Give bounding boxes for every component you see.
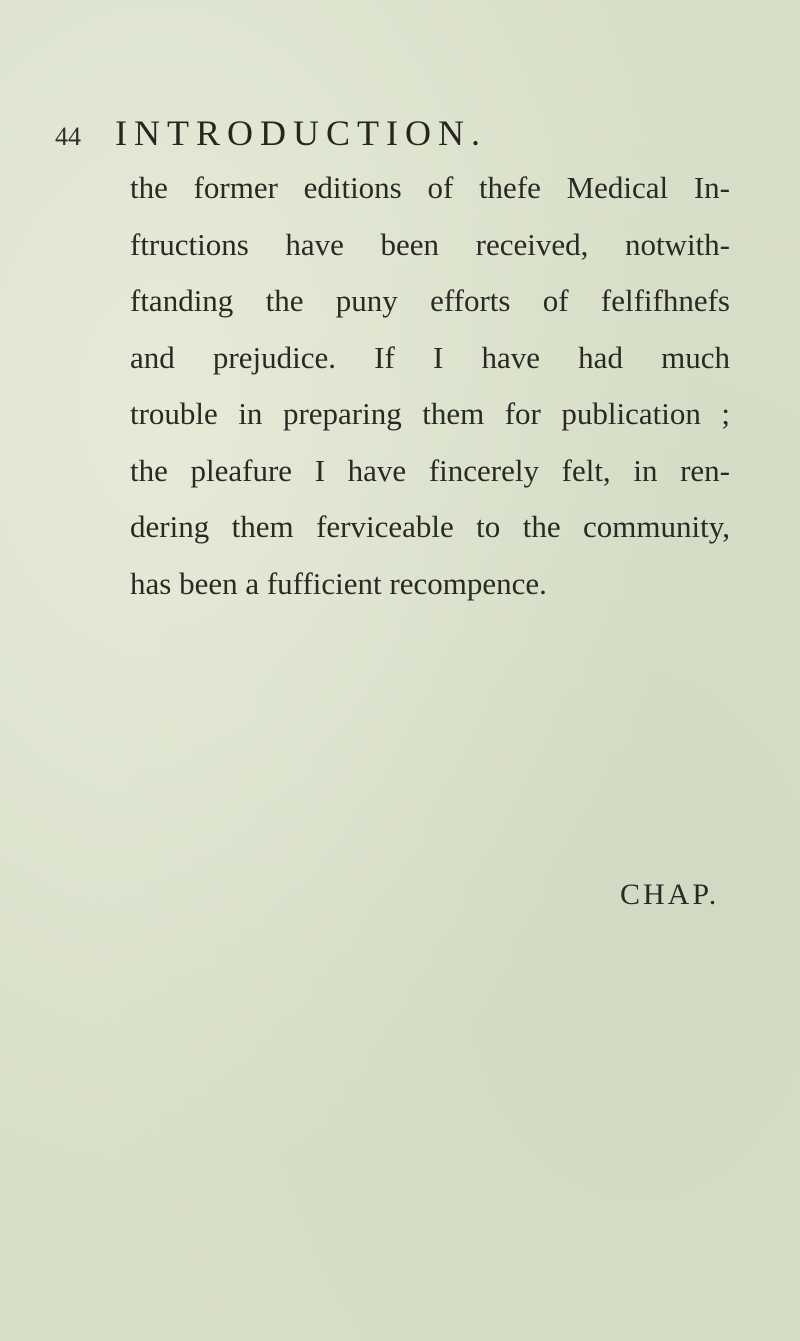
text-line: trouble in preparing them for publication ; [130,396,730,431]
text-line: the pleafure I have fincerely felt, in ren- [130,452,730,488]
body-paragraph [130,160,730,612]
text-line: dering them ferviceable to the community, [130,509,730,544]
catchword: CHAP. [620,878,720,911]
page-number: 44 [55,122,81,151]
text-line: ftanding the puny efforts of felfifhnefs [130,283,730,318]
running-head-title: INTRODUCTION. [115,113,487,153]
text-line: the former editions of thefe Medical In- [130,170,730,205]
running-head [55,112,755,152]
text-line: has been a fufficient recompence. [130,565,547,601]
text-line: ftructions have been received, notwith- [130,226,730,262]
text-line: and prejudice. If I have had much [130,339,730,375]
